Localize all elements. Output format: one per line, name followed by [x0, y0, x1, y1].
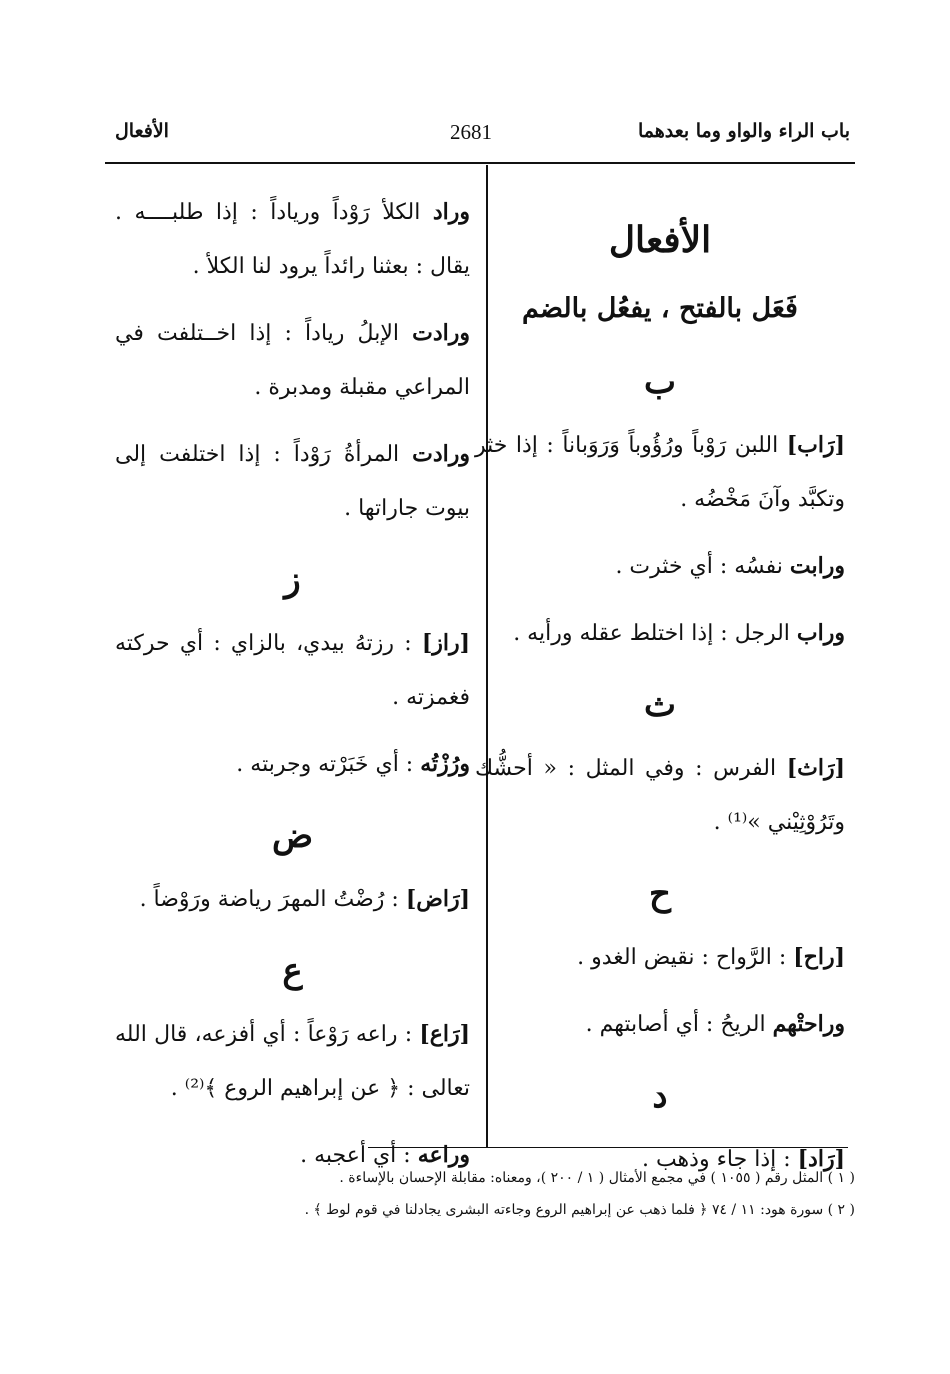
entry-headword: [رَاع] — [419, 1021, 470, 1047]
section-title: الأفعال — [608, 219, 712, 261]
section-subtitle: فَعَل بالفتح ، يفعُل بالضم — [522, 293, 798, 324]
entry-headword: وراحتْهم — [772, 1011, 845, 1037]
entry-text: : رُضْتُ المهرَ رياضة ورَوْضاً . — [139, 887, 406, 912]
entry-headword: [رَاث] — [786, 755, 845, 781]
letter-heading-zay: ز — [284, 560, 301, 600]
entry-headword: ورادت — [412, 441, 470, 467]
entry-text: الريحُ : أي أصابتهم . — [585, 1012, 773, 1037]
entry-headword: ورابت — [789, 553, 845, 579]
entry — [115, 185, 470, 294]
entry-text: اللبن رَوْباً ورُؤُوباً وَرَوَباناً : إذا خثر وتكبَّد وآنَ مَخْضُه . — [475, 433, 845, 512]
entry-text: الإبلُ رياداً : إذا اخــتلفت في المراعي مقبلة ومدبرة . — [115, 321, 470, 400]
entry — [475, 741, 845, 850]
entry-text: الرجل : إذا اختلط عقله ورأيه . — [513, 621, 797, 646]
entry — [475, 418, 845, 527]
letter-heading-ain: ع — [282, 951, 303, 991]
entry-headword: [رَاب] — [786, 432, 845, 458]
entry-text: : أي أعجبه . — [300, 1143, 418, 1168]
entry — [475, 997, 845, 1052]
entry — [115, 872, 470, 927]
running-header-chapter: باب الراء والواو وما بعدهما — [637, 120, 850, 142]
header-rule — [105, 162, 855, 164]
entry-headword: [رَاد] — [797, 1146, 845, 1172]
letter-heading-dal: د — [652, 1076, 668, 1116]
right-column — [475, 200, 845, 1199]
letter-heading-tha: ث — [643, 685, 676, 725]
footnote-2: ( ٢ ) سورة هود: ١١ / ٧٤ ﴿ فلما ذهب عن إبراهيم الروع وجاءته البشرى يجادلنا في قوم لوط ﴾ . — [304, 1202, 855, 1218]
entry — [115, 306, 470, 415]
entry-text: : راعه رَوْعاً : أي أفزعه، قال الله تعالى : ﴿ عن إبراهيم الروع ﴾⁽²⁾ . — [115, 1022, 470, 1101]
entry — [475, 606, 845, 661]
left-column — [115, 185, 470, 1195]
entry — [115, 737, 470, 792]
entry-text: الفرس : وفي المثل : « أحشُّك وتَرُوْثِيْني »⁽¹⁾ . — [475, 756, 845, 835]
footnotes — [255, 1162, 855, 1226]
entry-text: نفسُه : أي خثرت . — [615, 554, 790, 579]
letter-heading-dad: ض — [271, 816, 314, 856]
entry-headword: [رَاض] — [405, 886, 470, 912]
entry-text: : أي خَبَرْته وجربته . — [236, 752, 421, 777]
running-header-section: الأفعال — [115, 120, 169, 142]
entry-headword: وراعه — [417, 1142, 470, 1168]
footnote-1: ( ١ ) المثل رقم ( ١٠٥٥ ) في مجمع الأمثال ( ١ / ٢٠٠ )، ومعناه: مقابلة الإحسان بالإساءة . — [339, 1170, 855, 1186]
entry — [475, 930, 845, 985]
entry-text: : رزتهُ بيدي، بالزاي : أي حركته فغمزته . — [115, 631, 470, 710]
entry-headword: ورُزْتُه — [420, 751, 470, 777]
entry-headword: وراد — [432, 199, 470, 225]
entry-headword: وراب — [796, 620, 845, 646]
entry-text: الكلأ رَوْداً ورياداً : إذا طلبــــه . يقال : بعثنا رائداً يرود لنا الكلأ . — [115, 200, 470, 279]
entry-text: المرأةُ رَوْداً : إذا اختلفت إلى بيوت جاراتها . — [115, 442, 470, 521]
entry-headword: ورادت — [412, 320, 470, 346]
entry-headword: [راز] — [421, 630, 470, 656]
page-number: 2681 — [450, 120, 492, 144]
entry — [115, 616, 470, 725]
entry-headword: [راح] — [793, 944, 845, 970]
letter-heading-ba: ب — [643, 362, 676, 402]
entry-text: : الرَّواح : نقيض الغدو . — [577, 945, 794, 970]
footnote-rule — [368, 1147, 848, 1148]
entry — [115, 1007, 470, 1116]
entry-text: : إذا جاء وذهب . — [641, 1147, 798, 1172]
entry — [475, 539, 845, 594]
letter-heading-ha: ح — [649, 874, 671, 914]
entry — [115, 427, 470, 536]
